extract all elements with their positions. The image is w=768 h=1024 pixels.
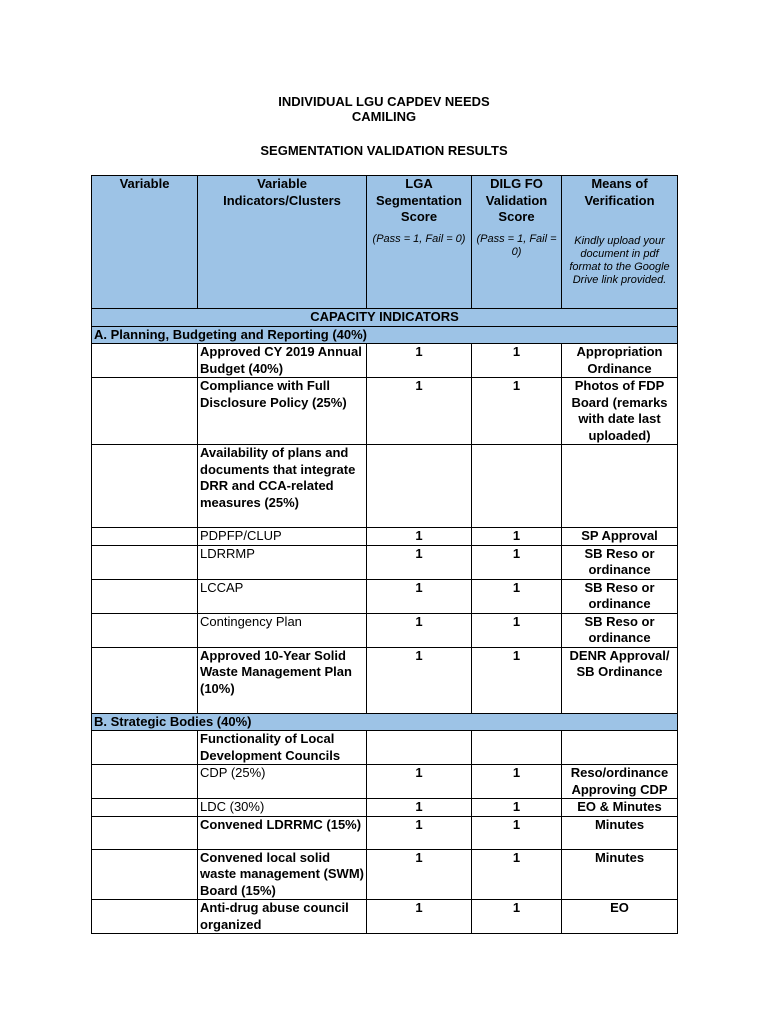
table-row — [92, 613, 678, 647]
lga-score-cell: 1 — [367, 765, 472, 799]
indicator-cell: Approved 10-Year Solid Waste Management Plan (10%) — [198, 647, 367, 713]
lga-score-cell: 1 — [367, 528, 472, 546]
dilg-score-cell: 1 — [472, 528, 562, 546]
col-dilg-score-header — [472, 176, 562, 309]
mov-cell: Appropriation Ordinance — [562, 344, 678, 378]
dilg-score-cell: 1 — [472, 647, 562, 713]
indicator-cell: Compliance with Full Disclosure Policy (25%) — [198, 378, 367, 445]
dilg-score-cell: 1 — [472, 816, 562, 849]
lga-score-cell: 1 — [367, 816, 472, 849]
indicator-cell: Approved CY 2019 Annual Budget (40%) — [198, 344, 367, 378]
mov-note: Kindly upload your document in pdf format to the Google Drive link provided. — [569, 235, 670, 286]
section-b-heading: B. Strategic Bodies (40%) — [92, 713, 678, 731]
variable-cell — [92, 731, 198, 765]
indicator-cell: Convened local solid waste management (SWM) Board (15%) — [198, 849, 367, 900]
lga-score-cell: 1 — [367, 545, 472, 579]
dilg-score-note: (Pass = 1, Fail = 0) — [476, 232, 557, 258]
lga-score-cell: 1 — [367, 849, 472, 900]
lga-score-cell: 1 — [367, 613, 472, 647]
variable-cell — [92, 545, 198, 579]
table-row — [92, 816, 678, 849]
mov-cell: Reso/ordinance Approving CDP — [562, 765, 678, 799]
variable-cell — [92, 765, 198, 799]
table-row — [92, 344, 678, 378]
capacity-indicators-row — [92, 309, 678, 327]
section-a-heading: A. Planning, Budgeting and Reporting (40%) — [92, 326, 678, 344]
mov-cell: Minutes — [562, 849, 678, 900]
table-row — [92, 445, 678, 528]
title-line-2: CAMILING — [351, 109, 417, 124]
mov-title: Means of Verification — [584, 176, 655, 208]
variable-cell — [92, 816, 198, 849]
lga-score-cell: 1 — [367, 799, 472, 817]
col-indicators-header: Variable Indicators/Clusters — [198, 176, 367, 309]
dilg-score-cell: 1 — [472, 765, 562, 799]
indicator-cell: Functionality of Local Development Councils — [198, 731, 367, 765]
dilg-score-cell: 1 — [472, 849, 562, 900]
mov-cell: EO & Minutes — [562, 799, 678, 817]
variable-cell — [92, 647, 198, 713]
table-row — [92, 579, 678, 613]
dilg-score-cell: 1 — [472, 378, 562, 445]
lga-score-title: LGA Segmentation Score — [376, 176, 462, 224]
indicator-cell: Anti-drug abuse council organized — [198, 900, 367, 934]
variable-cell — [92, 579, 198, 613]
mov-cell: Photos of FDP Board (remarks with date last uploaded) — [562, 378, 678, 445]
variable-cell — [92, 799, 198, 817]
capacity-indicators-heading: CAPACITY INDICATORS — [92, 309, 678, 327]
lga-score-cell: 1 — [367, 378, 472, 445]
table-row — [92, 545, 678, 579]
variable-cell — [92, 445, 198, 528]
lga-score-cell — [367, 445, 472, 528]
table-row — [92, 799, 678, 817]
dilg-score-cell: 1 — [472, 579, 562, 613]
col-lga-score-header — [367, 176, 472, 309]
table-row — [92, 765, 678, 799]
mov-cell: SB Reso or ordinance — [562, 545, 678, 579]
lga-score-cell: 1 — [367, 900, 472, 934]
dilg-score-title: DILG FO Validation Score — [485, 176, 548, 224]
mov-cell: SB Reso or ordinance — [562, 613, 678, 647]
variable-cell — [92, 613, 198, 647]
mov-cell — [562, 731, 678, 765]
table-row — [92, 731, 678, 765]
mov-cell: EO — [562, 900, 678, 934]
dilg-score-cell: 1 — [472, 613, 562, 647]
section-a-row — [92, 326, 678, 344]
dilg-score-cell: 1 — [472, 799, 562, 817]
indicator-cell: LDRRMP — [198, 545, 367, 579]
variable-cell — [92, 344, 198, 378]
lga-score-note: (Pass = 1, Fail = 0) — [372, 232, 466, 245]
indicator-cell: Convened LDRRMC (15%) — [198, 816, 367, 849]
lga-score-cell — [367, 731, 472, 765]
variable-cell — [92, 378, 198, 445]
indicator-cell: CDP (25%) — [198, 765, 367, 799]
table-row — [92, 378, 678, 445]
dilg-score-cell: 1 — [472, 545, 562, 579]
document-subtitle: SEGMENTATION VALIDATION RESULTS — [260, 143, 508, 158]
mov-cell — [562, 445, 678, 528]
indicator-cell: LCCAP — [198, 579, 367, 613]
col-variable-header: Variable — [92, 176, 198, 309]
indicator-cell: LDC (30%) — [198, 799, 367, 817]
table-row — [92, 528, 678, 546]
dilg-score-cell — [472, 731, 562, 765]
dilg-score-cell: 1 — [472, 900, 562, 934]
table-row — [92, 647, 678, 713]
lga-score-cell: 1 — [367, 647, 472, 713]
mov-cell: Minutes — [562, 816, 678, 849]
col-means-of-verification-header — [562, 176, 678, 309]
dilg-score-cell — [472, 445, 562, 528]
table-header-row — [92, 176, 678, 309]
title-line-1: INDIVIDUAL LGU CAPDEV NEEDS — [278, 94, 490, 109]
indicator-cell: PDPFP/CLUP — [198, 528, 367, 546]
variable-cell — [92, 849, 198, 900]
mov-cell: DENR Approval/ SB Ordinance — [562, 647, 678, 713]
indicator-cell: Contingency Plan — [198, 613, 367, 647]
dilg-score-cell: 1 — [472, 344, 562, 378]
mov-cell: SP Approval — [562, 528, 678, 546]
table-row — [92, 849, 678, 900]
validation-table — [91, 175, 678, 934]
table-row — [92, 900, 678, 934]
lga-score-cell: 1 — [367, 579, 472, 613]
variable-cell — [92, 900, 198, 934]
document-title — [0, 94, 768, 124]
section-b-row — [92, 713, 678, 731]
lga-score-cell: 1 — [367, 344, 472, 378]
variable-cell — [92, 528, 198, 546]
indicator-cell: Availability of plans and documents that integrate DRR and CCA-related measures (25%) — [198, 445, 367, 528]
mov-cell: SB Reso or ordinance — [562, 579, 678, 613]
